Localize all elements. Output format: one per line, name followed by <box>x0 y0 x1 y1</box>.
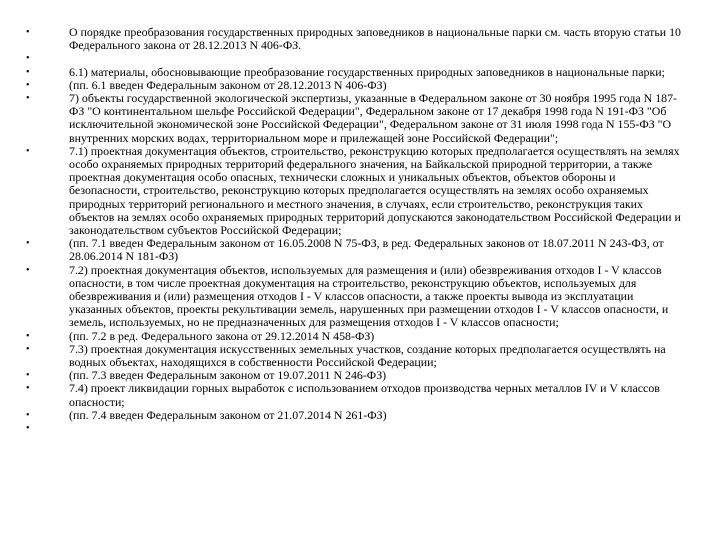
list-item <box>0 409 720 422</box>
list-item-text: 7.2) проектная документация объектов, используемых для размещения и (или) обезвреживания отходов I - V классов опасности, в том числе проектная документация на строительство, реконструкцию объектов, используемых для обезвреживания и (или) размещения отходов I - V классов опасности, а также проекты вывода из эксплуатации указанных объектов, проекты рекультивации земель, нарушенных при размещении отходов I - V классов опасности, и земель, используемых, но не предназначенных для размещения отходов I - V классов опасности; <box>69 262 669 330</box>
bullet-icon: • <box>26 343 30 355</box>
bullet-icon: • <box>26 27 30 38</box>
list-item-text: (пп. 7.4 введен Федеральным законом от 21.07.2014 N 261-ФЗ) <box>69 407 387 422</box>
list-item-text: (пп. 6.1 введен Федеральным законом от 28.12.2013 N 406-ФЗ) <box>69 77 387 92</box>
bullet-list <box>0 26 720 435</box>
list-item-text: 7) объекты государственной экологической экспертизы, указанные в Федеральном законе от 30 ноября 1995 года N 187-ФЗ "О континентальном шельфе Российской Федерации", Федеральном законе от 17 декабря 1998 года N 191-ФЗ "Об исключительной экономической зоне Российской Федерации", Федеральном законе от 31 июля 1998 года N 155-ФЗ "О внутренних морских водах, территориальном море и прилежащей зоне Российской Федерации"; <box>69 91 678 145</box>
bullet-icon: • <box>26 145 30 157</box>
bullet-icon: • <box>26 93 30 104</box>
list-item-text: (пп. 7.3 введен Федеральным законом от 19.07.2011 N 246-ФЗ) <box>69 368 387 383</box>
list-item <box>0 26 720 52</box>
list-item-text: 7.4) проект ликвидации горных выработок с использованием отходов производства черных металлов IV и V классов опасности; <box>69 381 660 409</box>
bullet-icon: • <box>26 264 30 276</box>
list-item <box>0 382 720 408</box>
bullet-icon: • <box>26 53 30 65</box>
bullet-icon: • <box>26 79 30 91</box>
bullet-icon: • <box>26 409 30 421</box>
list-item <box>0 264 720 330</box>
list-item-text: О порядке преобразования государственных природных заповедников в национальные парки см. часть вторую статьи 10 Федерального закона от 28.12.2013 N 406-ФЗ. <box>69 25 682 53</box>
bullet-icon: • <box>26 383 30 395</box>
list-item-empty <box>0 422 720 435</box>
list-item-text: (пп. 7.2 в ред. Федерального закона от 29.12.2014 N 458-ФЗ) <box>69 328 375 343</box>
list-item-text: 7.3) проектная документация искусственных земельных участков, создание которых предполагается осуществлять на водных объектах, находящихся в собственности Российской Федерации; <box>69 341 666 370</box>
list-item <box>0 145 720 237</box>
list-item <box>0 92 720 145</box>
list-item <box>0 237 720 263</box>
bullet-icon: • <box>26 330 30 342</box>
list-item-text: 7.1) проектная документация объектов, строительство, реконструкцию которых предполагается осуществлять на землях особо охраняемых природных территорий федерального значения, на Байкальской природной территории, а также проектная документация особо опасных, технически сложных и уникальных объектов, объектов обороны и безопасности, строительство, реконструкцию которых предполагается осуществлять на землях особо охраняемых природных территорий регионального и местного значения, в случаях, если строительство, реконструкция таких объектов на землях особо охраняемых природных территорий допускаются законодательством Российской Федерации и законодательством субъектов Российской Федерации; <box>69 143 681 238</box>
bullet-icon: • <box>26 423 30 435</box>
list-item-text: (пп. 7.1 введен Федеральным законом от 16.05.2008 N 75-ФЗ, в ред. Федеральных законов от 18.07.2011 N 243-ФЗ, от 28.06.2014 N 181-ФЗ) <box>69 236 664 264</box>
bullet-icon: • <box>26 238 30 250</box>
bullet-icon: • <box>26 370 30 382</box>
list-item <box>0 343 720 369</box>
list-item-text: 6.1) материалы, обосновывающие преобразование государственных природных заповедников в национальные парки; <box>69 64 665 79</box>
bullet-icon: • <box>26 66 30 78</box>
